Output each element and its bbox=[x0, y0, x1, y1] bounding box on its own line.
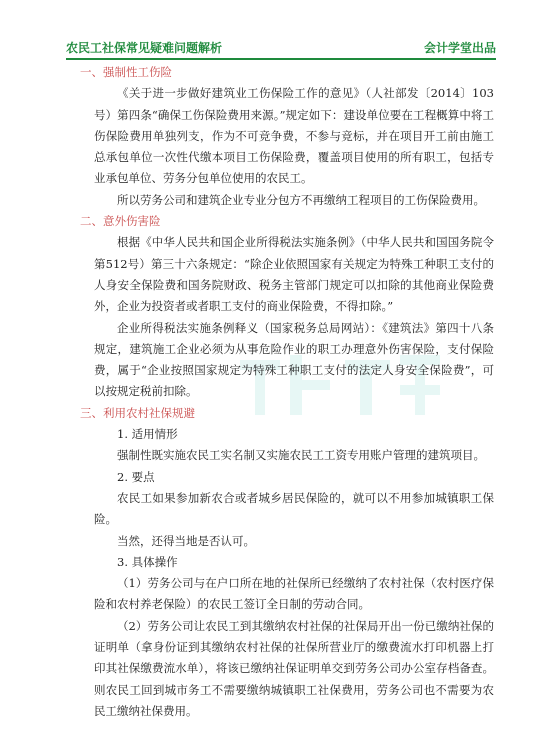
section-heading: 二、意外伤害险 bbox=[80, 214, 161, 229]
section-heading: 一、强制性工伤险 bbox=[80, 65, 172, 79]
paragraph: （1）劳务公司与在户口所在地的社保所已经缴纳了农村社保（农村医疗保险和农村养老保险）的农民工签订全日制的劳动合同。 bbox=[94, 576, 494, 612]
paragraph: （2）劳务公司让农民工到其缴纳农村社保的社保局开出一份已缴纳社保的证明单（拿身份证到其缴纳农村社保的社保所营业厅的缴费流水打印机器上打印其社保缴费流水单），将该已缴纳社保证明单交到劳务公司办公室存档备查。则农民工回到城市务工不需要缴纳城镇职工社保费用，劳务公司也不需要为农民工缴纳社保费用。 bbox=[94, 618, 494, 718]
page-header bbox=[66, 36, 496, 56]
publisher-label: 会计学堂出品 bbox=[423, 41, 496, 55]
paragraph: 《关于进一步做好建筑业工伤保险工作的意见》（人社部发〔2014〕103号）第四条“确保工伤保险费用来源。”规定如下：建设单位要在工程概算中将工伤保险费用单独列支，作为不可竞争费，不参与竞标，并在项目开工前由施工总承包单位一次性代缴本项目工伤保险费，覆盖项目使用的所有职工，包括专业承包单位、劳务分包单位使用的农民工。 bbox=[94, 86, 494, 186]
paragraph: 所以劳务公司和建筑企业专业分包方不再缴纳工程项目的工伤保险费用。 bbox=[117, 192, 485, 207]
section-heading: 三、利用农村社保规避 bbox=[80, 405, 195, 420]
header-divider bbox=[66, 58, 496, 60]
paragraph: 当然，还得当地是否认可。 bbox=[117, 533, 255, 548]
document-title: 农民工社保常见疑难问题解析 bbox=[66, 41, 223, 55]
paragraph: 根据《中华人民共和国企业所得税法实施条例》（中华人民共和国国务院令第512号）第三十六条规定：“除企业依照国家有关规定为特殊工种职工支付的人身安全保险费和国务院财政、税务主管部门规定可以扣除的其他商业保险费外，企业为投资者或者职工支付的商业保险费，不得扣除。” bbox=[94, 235, 494, 314]
paragraph: 3. 具体操作 bbox=[117, 554, 178, 569]
paragraph: 1. 适用情形 bbox=[117, 427, 178, 442]
paragraph: 企业所得税法实施条例释义（国家税务总局网站）：《建筑法》第四十八条规定，建筑施工企业必须为从事危险作业的职工办理意外伤害保险，支付保险费，属于“企业按照国家规定为特殊工种职工支付的法定人身安全保险费”，可以按规定税前扣除。 bbox=[94, 320, 494, 399]
paragraph: 农民工如果参加新农合或者城乡居民保险的，就可以不用参加城镇职工保险。 bbox=[94, 490, 494, 527]
paragraph: 2. 要点 bbox=[117, 469, 155, 484]
document-body bbox=[80, 62, 494, 722]
paragraph: 强制性既实施农民工实名制又实施农民工工资专用账户管理的建筑项目。 bbox=[117, 448, 485, 463]
